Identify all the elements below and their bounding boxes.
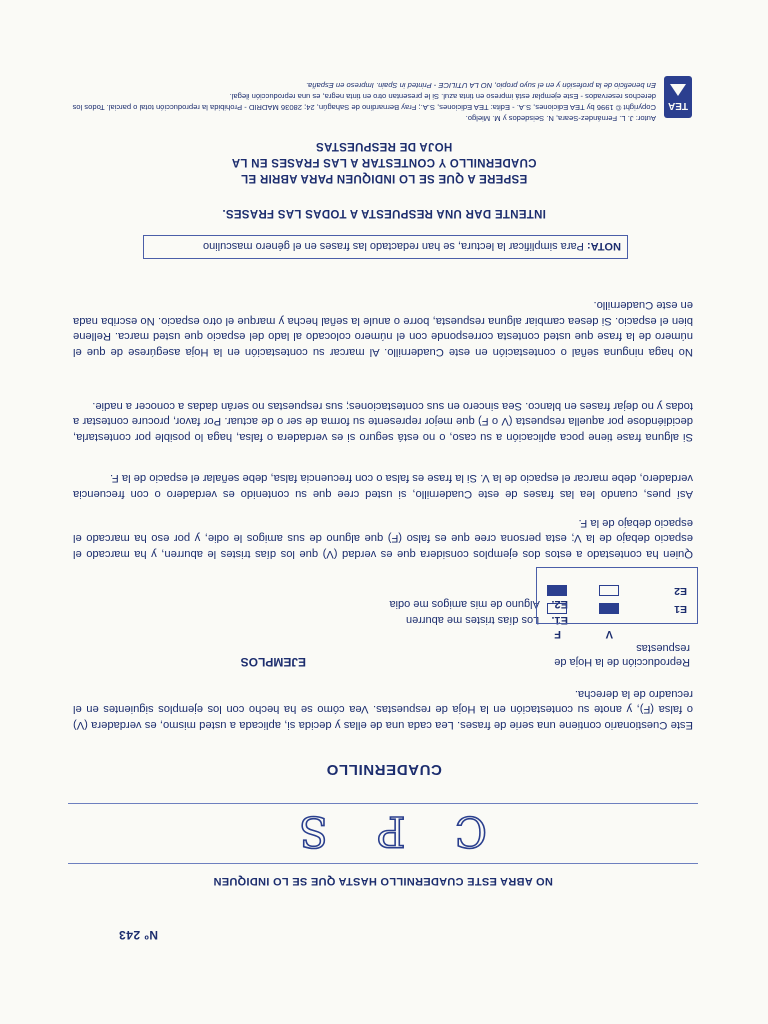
cps-logo: C P S: [281, 807, 487, 856]
instructions-paragraph-1: Así pues, cuando lea las frases de este Cuadernillo, si usted cree que su contenido es verdadero o con frecuencia verdadero, debe marcar el espacio de la V. Si la frase es falsa o con frecuencia falsa, debe señalar el espacio de la F.: [73, 472, 693, 500]
e2-v-cell: [599, 585, 619, 596]
box-code-e2: E2: [674, 585, 687, 597]
e1-v-cell: [599, 603, 619, 614]
divider-top: [68, 863, 698, 864]
do-not-open-warning: NO ABRA ESTE CUADERNILLO HASTA QUE SE LO INDIQUEN: [213, 875, 553, 887]
col-v-label: V: [605, 628, 613, 640]
example-1-code: E1.: [551, 614, 568, 626]
box-code-e1: E1: [674, 603, 687, 615]
note-text: Para simplificar la lectura, se han redactado las frases en el género masculino: [203, 240, 584, 252]
divider-bottom: [68, 803, 698, 804]
e1-f-cell: [547, 603, 567, 614]
tea-logo-text: TEA: [668, 100, 688, 111]
wait-instruction: ESPERE A QUE SE LO INDIQUEN PARA ABRIR EL CUADERNILLO Y CONTESTAR A LAS FRASES EN LA HOJA DE RESPUESTAS: [231, 140, 537, 184]
example-2-text: Alguno de mis amigos me odia: [389, 598, 540, 610]
example-1-text: Los días tristes me aburren: [405, 614, 540, 626]
credits-block: [66, 80, 656, 124]
credits-copyright: Copyright © 1996 by TEA Ediciones, S.A. - Edita: TEA Ediciones, S.A.; Fray Bernardino de Sahagún, 24; 28036 MADRID - Prohibida la reproducción total o parcial. Todos los derechos reservados - Este ejemplar está impreso en tinta azul. Si le presentan otro en tinta negra, es una reproducción ilegal.: [72, 92, 656, 112]
note-box: [143, 235, 628, 259]
booklet-number: Nº 243: [118, 928, 158, 942]
instructions-paragraph-3: No haga ninguna señal o contestación en este Cuadernillo. Al marcar su contestación en la Hoja asegúrese de que el número de la frase que usted contesta corresponde con el número colocado al lado del espacio que usted marca. Rellene bien el espacio. Si desea cambiar alguna respuesta, borre o anule la señal hecha y marque el otro espacio. No escriba nada en este Cuadernillo.: [73, 299, 693, 358]
credits-benefit: En beneficio de la profesión y en el suyo propio, NO LA UTILICE - Printed in Spain. Impreso en España.: [305, 81, 656, 90]
example-2-code: E2.: [551, 598, 568, 610]
answer-sheet-sample: [536, 567, 698, 624]
examples-title: EJEMPLOS: [240, 655, 306, 669]
col-f-label: F: [554, 628, 561, 640]
tea-publisher-logo: [664, 76, 692, 118]
reproduction-label: Reproducción de la Hoja de respuestas: [554, 642, 690, 668]
answer-all-instruction: INTENTE DAR UNA RESPUESTA A TODAS LAS FRASES.: [222, 207, 546, 219]
explanation-paragraph: Quien ha contestado a estos dos ejemplos considera que es verdad (V) que los días tristes le aburren, y ha marcado el espacio debajo de la V; esta persona cree que es falso (F) que alguno de sus amigos le odie, y por eso ha marcado el espacio debajo de la F.: [73, 516, 693, 560]
page-title: CUADERNILLO: [326, 761, 442, 778]
credits-authors: Autor: J. L. Fernández-Seara, N. Seisdedos y M. Mielgo.: [465, 114, 656, 123]
e2-f-cell: [547, 585, 567, 596]
intro-paragraph: Este Cuestionario contiene una serie de frases. Lea cada una de ellas y decida si, aplicada a usted mismo, es verdadera (V) o falsa (F), y anote su contestación en la Hoja de respuestas. Vea cómo se ha hecho con los ejemplos siguientes en el recuadro de la derecha.: [73, 687, 693, 731]
instructions-paragraph-2: Si alguna frase tiene poca aplicación a su caso, o no está seguro si es verdadera o falsa, haga lo posible por contestarla, decidiéndose por aquella respuesta (V o F) que mejor represente su forma de ser o de actuar. Por favor, procure contestar a todas y no dejar frases en blanco. Sea sincero en sus contestaciones; sus respuestas no serán dadas a conocer a nadie.: [73, 399, 693, 443]
note-label: NOTA:: [586, 240, 621, 252]
